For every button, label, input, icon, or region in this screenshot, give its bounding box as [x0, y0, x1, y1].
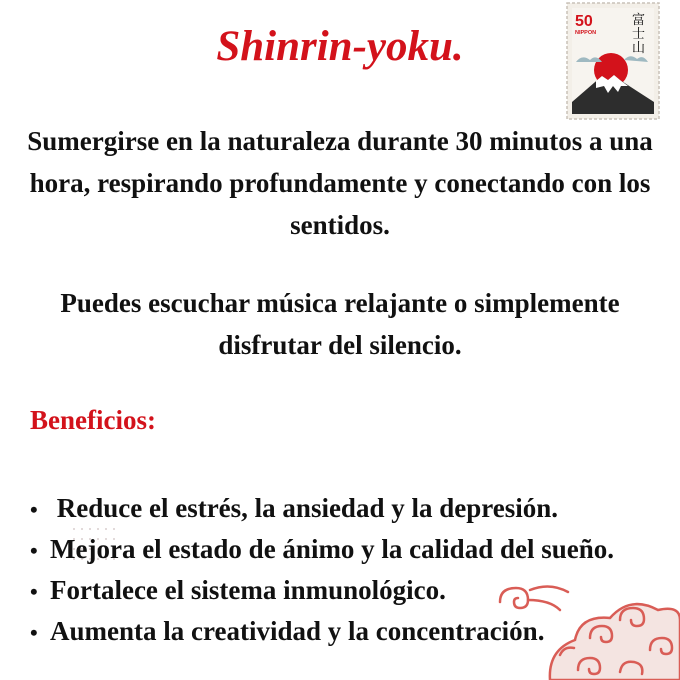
list-item: [30, 529, 670, 570]
bullet: •: [30, 538, 38, 563]
bullet: •: [30, 497, 38, 522]
intro-paragraph: Sumergirse en la naturaleza durante 30 minutos a una hora, respirando profundamente y conectando con los sentidos.: [27, 126, 653, 240]
stamp-base: [572, 102, 654, 114]
benefit-text: Reduce el estrés, la ansiedad y la depresión.: [50, 493, 558, 523]
bullet: •: [30, 620, 38, 645]
music-paragraph: Puedes escuchar música relajante o simplemente disfrutar del silencio.: [60, 288, 620, 360]
bullet: •: [30, 579, 38, 604]
stamp-kanji-3: 山: [632, 41, 646, 56]
stamp-value: 50: [575, 13, 593, 30]
stamp-country: NIPPON: [575, 30, 597, 36]
benefit-text: Fortalece el sistema inmunológico.: [50, 575, 446, 605]
stamp-kanji-2: 士: [632, 27, 646, 42]
benefit-text: Mejora el estado de ánimo y la calidad del sueño.: [50, 534, 614, 564]
list-item: [30, 611, 670, 652]
benefit-text: Aumenta la creatividad y la concentración.: [50, 616, 545, 646]
benefits-list: [30, 488, 670, 652]
benefits-heading: Beneficios:: [30, 405, 156, 435]
list-item: [30, 488, 670, 529]
page-title: Shinrin-yoku.: [216, 23, 464, 70]
stamp-kanji-1: 富: [632, 13, 646, 28]
list-item: [30, 570, 670, 611]
fuji-stamp-icon: [566, 2, 660, 120]
